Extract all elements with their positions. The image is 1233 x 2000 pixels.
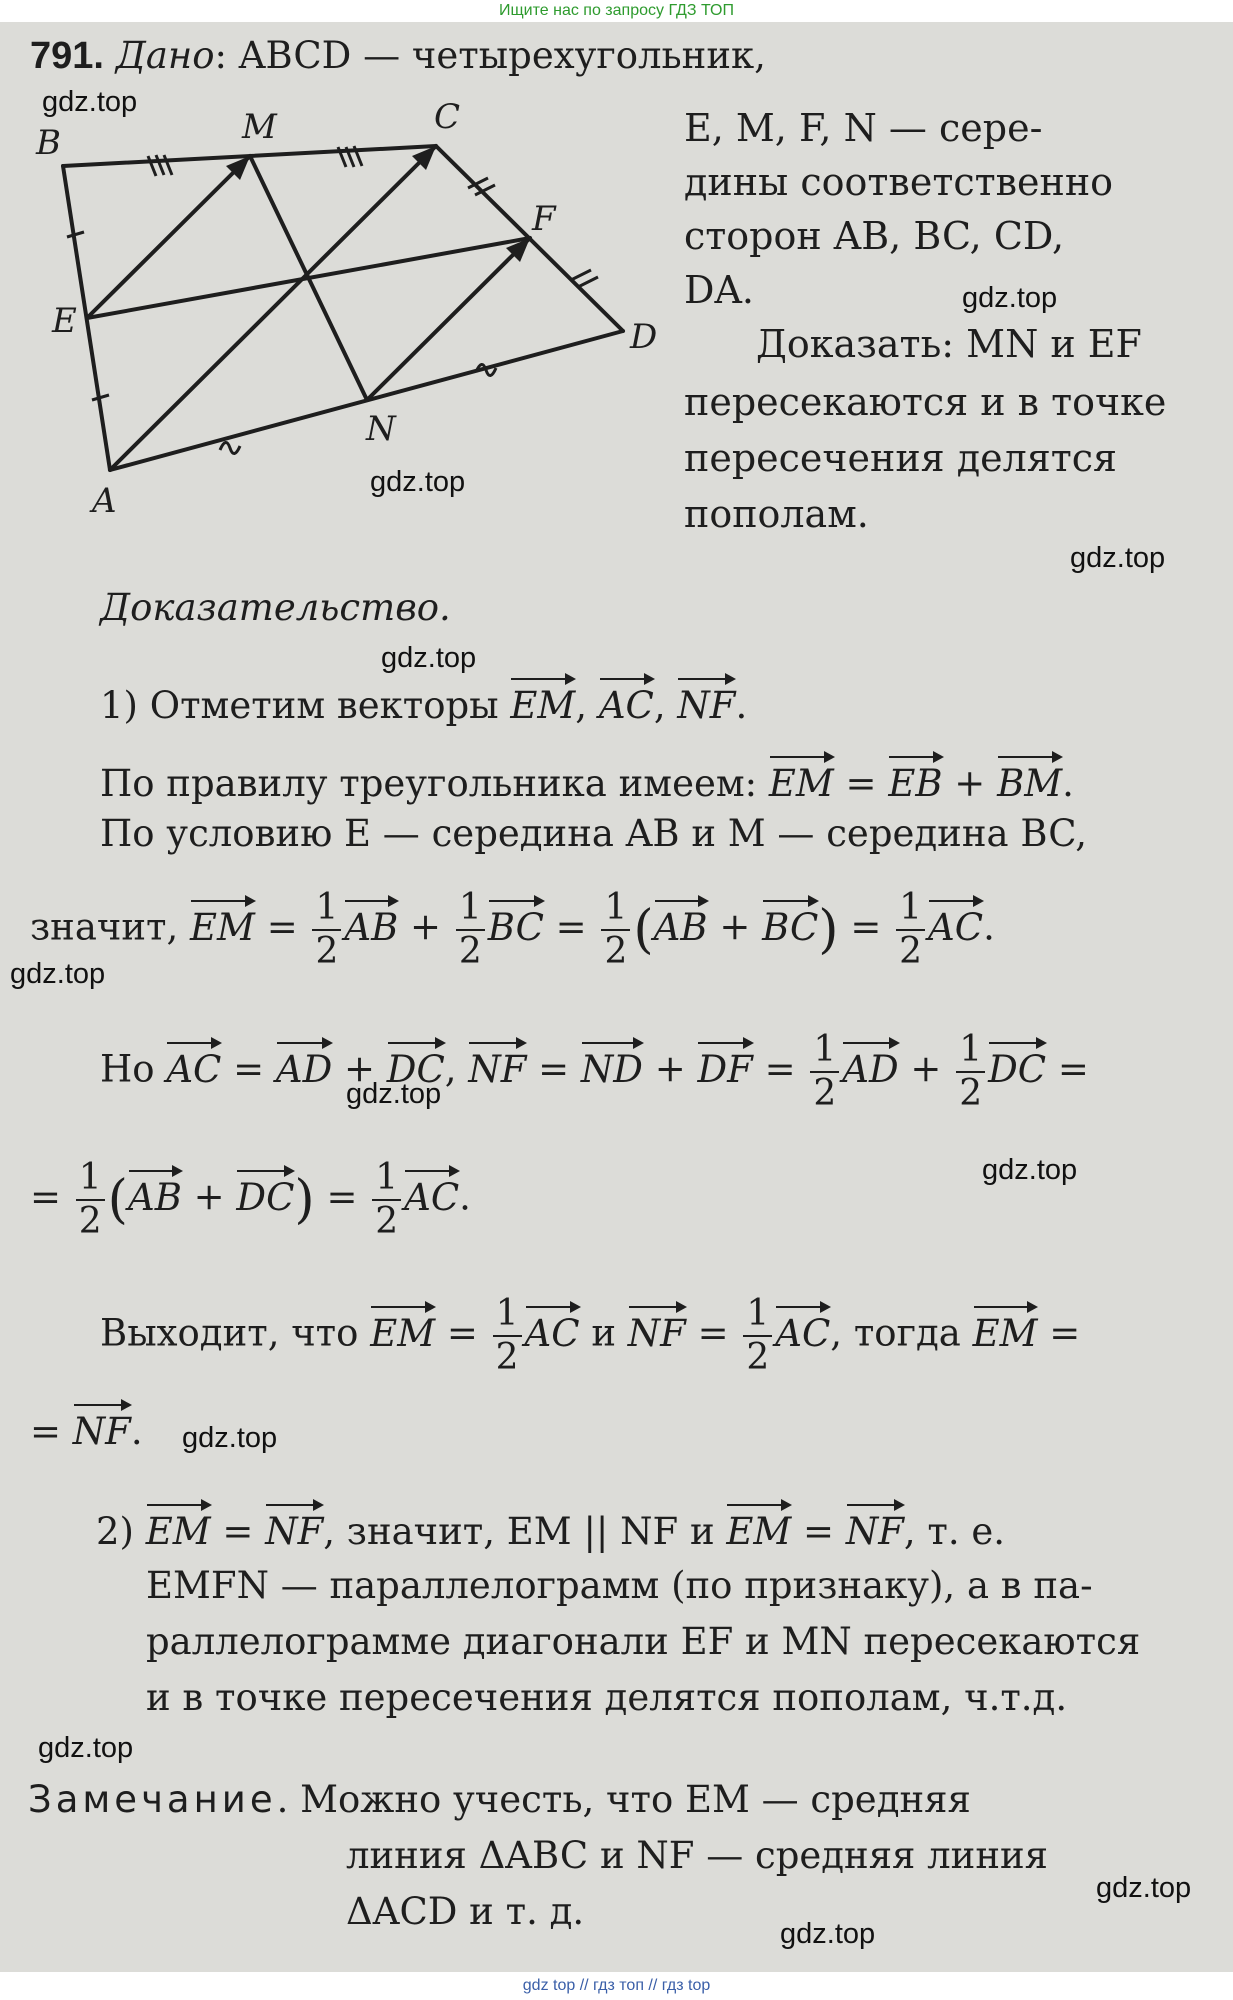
proof-step-2-line: и в точке пересечения делятся пополам, ч.т.д. (146, 1676, 1068, 1719)
given-line: E, M, F, N — сере- (684, 106, 1043, 150)
result-continuation: = NF. (30, 1400, 143, 1456)
watermark: gdz.top (962, 282, 1058, 314)
given-line: сторон AB, BC, CD, (684, 214, 1065, 258)
segment-mn (250, 156, 367, 400)
watermark: gdz.top (381, 642, 477, 674)
proof-heading: Доказательство. (100, 586, 451, 629)
prove-line: пересекаются и в точке (684, 380, 1167, 424)
given-line: дины соответственно (684, 160, 1114, 204)
tilde-an (220, 442, 240, 453)
prove-line (756, 320, 1142, 368)
note-line: ΔACD и т. д. (346, 1890, 585, 1933)
proof-step-2: 2) EM = NF, значит, EM || NF и EM = NF, т. е. (96, 1500, 1005, 1556)
label-d: D (630, 317, 658, 357)
watermark: gdz.top (10, 958, 106, 990)
label-c: C (434, 100, 461, 137)
nf-continuation: = $\frac{1}{2}$ (AB + DC) = $\frac{1}{2}$ AC. (30, 1157, 471, 1242)
watermark: gdz.top (370, 466, 466, 498)
prove-line: пересечения делятся (684, 436, 1117, 480)
prove-label: Доказать (756, 322, 942, 366)
ticks-bm (148, 155, 172, 176)
watermark: gdz.top (1070, 542, 1166, 574)
watermark: gdz.top (1096, 1872, 1192, 1904)
note-line: линия ΔABC и NF — средняя линия (346, 1834, 1048, 1877)
problem-header (30, 32, 766, 80)
proof-step-2-line: раллелограмме диагонали EF и MN пересекаются (146, 1620, 1141, 1663)
label-m: M (242, 107, 277, 147)
watermark: gdz.top (38, 1732, 134, 1764)
given-label: Дано (115, 34, 215, 77)
top-banner[interactable]: Ищите нас по запросу ГДЗ ТОП (0, 0, 1233, 22)
label-b: B (36, 123, 61, 163)
prove-text: : MN и EF (941, 322, 1142, 366)
watermark: gdz.top (346, 1078, 442, 1110)
given-line: DA. (684, 268, 754, 312)
given-text: : ABCD — четырехугольник, (214, 34, 766, 77)
label-e: E (52, 301, 77, 341)
prove-line: пополам. (684, 492, 869, 536)
watermark: gdz.top (982, 1154, 1078, 1186)
proof-step-1: 1) Отметим векторы EM, AC, NF. (100, 674, 747, 730)
label-a: A (92, 481, 117, 521)
note-label: Замечание (28, 1778, 277, 1821)
label-n: N (366, 409, 396, 449)
footer-links[interactable]: gdz top // гдз топ // гдз top (0, 1972, 1233, 2000)
watermark: gdz.top (182, 1422, 278, 1454)
watermark: gdz.top (42, 86, 138, 118)
em-equation: значит, EM = $\frac{1}{2}$ AB + $\frac{1}{2}$ BC = $\frac{1}{2}$ (AB + BC) = $\frac{1}{2}$ AC. (30, 887, 995, 972)
label-f: F (532, 199, 556, 239)
quadrilateral-figure (20, 100, 680, 540)
watermark: gdz.top (780, 1918, 876, 1950)
result-equation: Выходит, что EM = $\frac{1}{2}$ AC и NF = $\frac{1}{2}$ AC, тогда EM = (100, 1293, 1081, 1378)
problem-number: 791. (30, 35, 104, 77)
condition-line: По условию E — середина AB и M — середина BC, (100, 812, 1087, 855)
proof-step-2-line: EMFN — параллелограмм (по признаку), а в па- (146, 1564, 1093, 1607)
note-line: Замечание. Можно учесть, что EM — средняя (28, 1778, 971, 1821)
triangle-rule-line: По правилу треугольника имеем: EM = EB + BM. (100, 752, 1074, 808)
ac-nf-equation: Но AC = AD + DC, NF = ND + DF = $\frac{1}{2}$ AD + $\frac{1}{2}$ DC = (100, 1029, 1089, 1114)
